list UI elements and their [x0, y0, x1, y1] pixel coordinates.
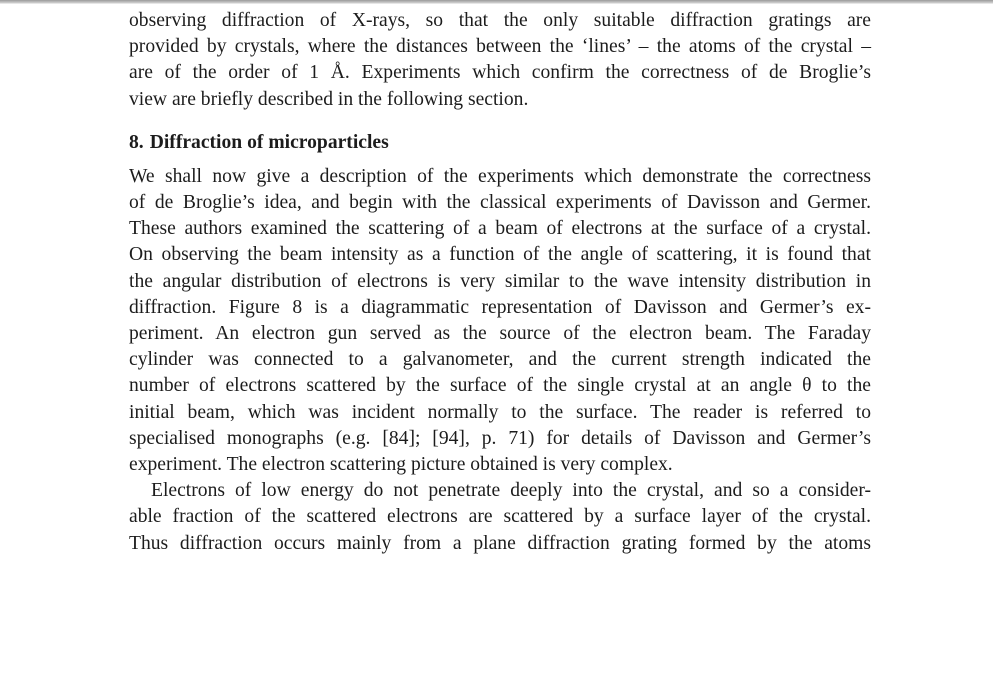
- text-line: cylinder was connected to a galvanometer, and the current strength indicated the: [129, 349, 871, 371]
- section-title: Diffraction of microparticles: [149, 131, 389, 153]
- section-number: 8.: [129, 131, 144, 153]
- text-line: experiment. The electron scattering picture obtained is very complex.: [129, 454, 673, 476]
- paragraph-intro: [129, 8, 871, 113]
- paragraph-davisson-germer: [129, 164, 871, 478]
- text-line: of de Broglie’s idea, and begin with the classical experiments of Davisson and Germer.: [129, 192, 871, 214]
- paragraph-low-energy: [129, 478, 871, 557]
- text-line: Electrons of low energy do not penetrate deeply into the crystal, and so a consider-: [151, 480, 871, 502]
- section-heading: [129, 130, 871, 156]
- text-line: periment. An electron gun served as the source of the electron beam. The Faraday: [129, 323, 871, 345]
- viewer-top-border-shadow: [0, 3, 993, 4]
- text-line: These authors examined the scattering of a beam of electrons at the surface of a crystal.: [129, 218, 871, 240]
- text-line: number of electrons scattered by the surface of the single crystal at an angle θ to the: [129, 375, 871, 397]
- text-line: diffraction. Figure 8 is a diagrammatic representation of Davisson and Germer’s ex-: [129, 296, 871, 318]
- text-line: specialised monographs (e.g. [84]; [94], p. 71) for details of Davisson and Germer’s: [129, 427, 871, 449]
- text-line: On observing the beam intensity as a function of the angle of scattering, it is found that: [129, 244, 871, 266]
- text-line: are of the order of 1 Å. Experiments which confirm the correctness of de Broglie’s: [129, 62, 871, 84]
- text-line: provided by crystals, where the distances between the ‘lines’ – the atoms of the crystal –: [129, 36, 871, 58]
- text-line: view are briefly described in the following section.: [129, 88, 529, 110]
- text-line: the angular distribution of electrons is very similar to the wave intensity distribution in: [129, 270, 871, 292]
- text-line: We shall now give a description of the experiments which demonstrate the correctness: [129, 165, 871, 187]
- document-page: [129, 8, 871, 557]
- text-line: observing diffraction of X-rays, so that the only suitable diffraction gratings are: [129, 10, 871, 31]
- text-line: able fraction of the scattered electrons are scattered by a surface layer of the crystal.: [129, 506, 871, 528]
- text-line: initial beam, which was incident normally to the surface. The reader is referred to: [129, 401, 871, 423]
- text-line: Thus diffraction occurs mainly from a plane diffraction grating formed by the atoms: [129, 532, 871, 554]
